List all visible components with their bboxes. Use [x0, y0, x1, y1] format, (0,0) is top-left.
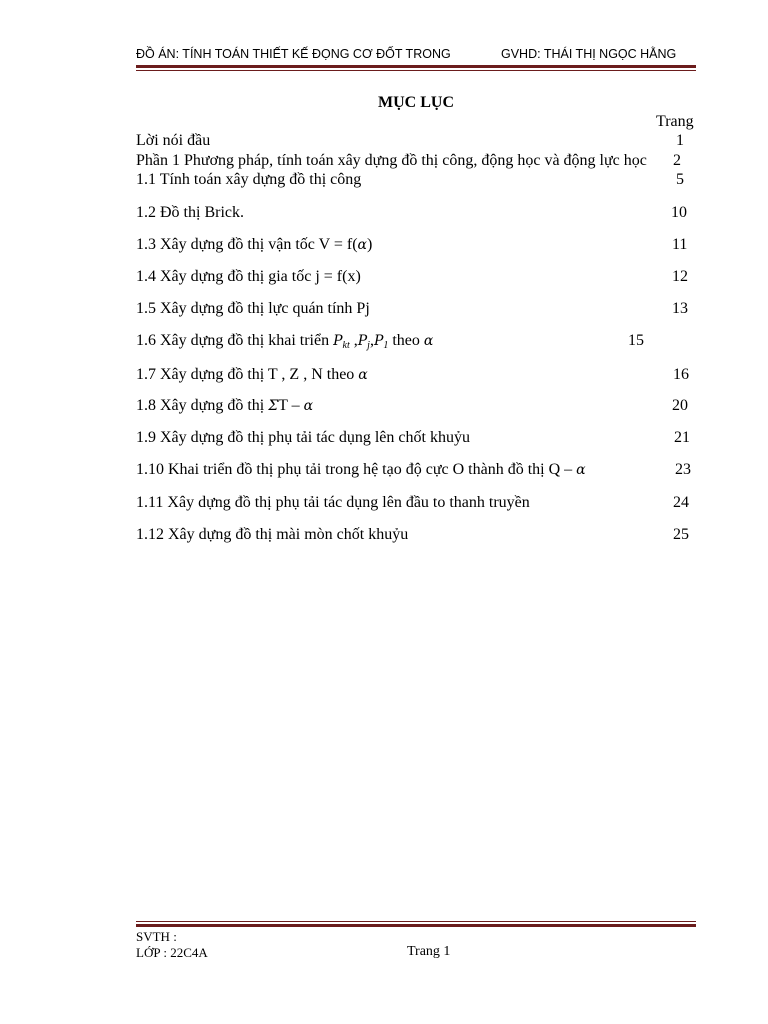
toc-item — [136, 332, 696, 350]
toc-item-text: 1.3 Xây dựng đồ thị vận tốc V = f(α) — [136, 236, 373, 253]
footer-svth: SVTH : — [136, 929, 177, 944]
toc-item — [136, 526, 696, 544]
toc-item-text: 1.1 Tính toán xây dựng đồ thị công — [136, 171, 362, 188]
toc-item-page: 13 — [672, 300, 688, 317]
toc-item-page: 16 — [673, 366, 689, 383]
toc-item-page: 21 — [674, 429, 690, 446]
toc-item-page: 24 — [673, 494, 689, 511]
footer-divider — [136, 921, 696, 927]
toc-item-text: 1.4 Xây dựng đồ thị gia tốc j = f(x) — [136, 268, 361, 285]
toc-item-text: 1.10 Khai triển đồ thị phụ tải trong hệ tạo độ cực O thành đồ thị Q – α — [136, 461, 586, 478]
toc-item-text: 1.7 Xây dựng đồ thị T , Z , N theo α — [136, 366, 368, 383]
toc-item-page: 25 — [673, 526, 689, 543]
footer-class: LỚP : 22C4A — [136, 945, 208, 960]
toc-item-text: Phần 1 Phương pháp, tính toán xây dựng đồ thị công, động học và động lực học — [136, 152, 647, 169]
toc-item — [136, 429, 696, 447]
alpha-symbol: α — [358, 367, 368, 383]
footer-page-number: Trang 1 — [407, 944, 451, 959]
toc-item-page: 1 — [676, 132, 684, 149]
toc-item — [136, 152, 696, 170]
sigma-symbol: Σ — [268, 398, 279, 414]
toc-item-text: Lời nói đầu — [136, 132, 211, 149]
toc-item-text: 1.8 Xây dựng đồ thị ΣT – α — [136, 397, 314, 414]
toc-item-text: 1.2 Đồ thị Brick. — [136, 204, 244, 221]
toc-item-text: 1.12 Xây dựng đồ thị mài mòn chốt khuỷu — [136, 526, 409, 543]
toc-item — [136, 236, 696, 254]
page-title: MỤC LỤC — [378, 94, 454, 111]
toc-item-page: 12 — [672, 268, 688, 285]
header-supervisor: GVHD: THÁI THỊ NGỌC HẰNG — [501, 47, 677, 61]
toc-item-text: 1.9 Xây dựng đồ thị phụ tải tác dụng lên chốt khuỷu — [136, 429, 470, 446]
toc-item — [136, 204, 696, 222]
header-project-title: ĐỒ ÁN: TÍNH TOÁN THIẾT KẾ ĐỌNG CƠ ĐỐT TRONG — [136, 47, 451, 61]
toc-item-text: 1.5 Xây dựng đồ thị lực quán tính Pj — [136, 300, 370, 317]
header-divider — [136, 65, 696, 71]
toc-item — [136, 461, 696, 479]
page-column-label: Trang — [656, 113, 694, 130]
toc-item-page: 2 — [673, 152, 681, 169]
alpha-symbol: α — [303, 398, 314, 414]
toc-item-page: 20 — [672, 397, 688, 414]
toc-item — [136, 268, 696, 286]
toc-item-page: 5 — [676, 171, 684, 188]
alpha-symbol: α — [357, 237, 367, 253]
toc-item-page: 23 — [675, 461, 691, 478]
alpha-symbol: α — [576, 462, 586, 478]
toc-item — [136, 132, 696, 150]
toc-item-text: 1.11 Xây dựng đồ thị phụ tải tác dụng lên đầu to thanh truyền — [136, 494, 530, 511]
alpha-symbol: α — [423, 333, 434, 349]
toc-item-page: 10 — [671, 204, 687, 221]
toc-item-text: 1.6 Xây dựng đồ thị khai triển $P_{kt}$ $,P_j,P_1$ theo α — [136, 332, 434, 351]
toc-item-page: 15 — [628, 332, 644, 349]
toc-item — [136, 300, 696, 318]
toc-item — [136, 494, 696, 512]
toc-item — [136, 366, 696, 384]
toc-item — [136, 397, 696, 415]
toc-item-page: 11 — [672, 236, 688, 253]
toc-item — [136, 171, 696, 189]
